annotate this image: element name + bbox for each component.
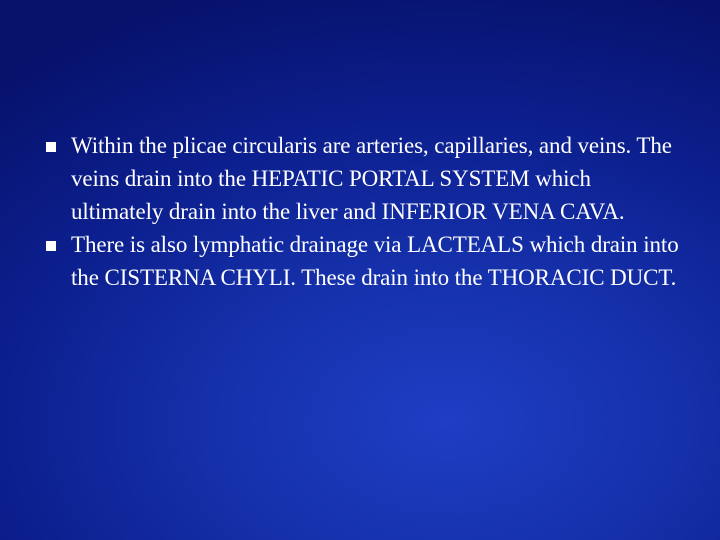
bullet-text: Within the plicae circularis are arteries, capillaries, and veins. The veins drain into the HEPATIC PORTAL SYSTEM which ultimately drain into the liver and INFERIOR VENA CAVA. (71, 133, 672, 224)
square-bullet-icon (46, 241, 56, 251)
bullet-item (46, 129, 686, 228)
bullet-text: There is also lymphatic drainage via LACTEALS which drain into the CISTERNA CHYLI. These drain into the THORACIC DUCT. (71, 232, 679, 290)
bullet-list (46, 129, 686, 294)
bullet-item (46, 228, 686, 294)
square-bullet-icon (46, 142, 56, 152)
